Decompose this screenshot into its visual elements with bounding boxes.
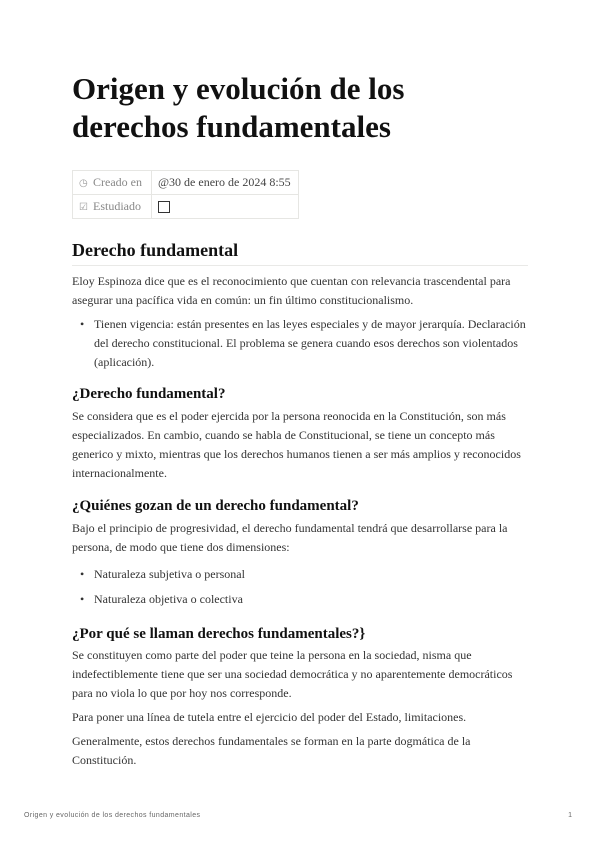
property-key-created [73, 171, 152, 195]
clock-icon: ◷ [79, 178, 88, 189]
paragraph: Para poner una línea de tutela entre el ejercicio del poder del Estado, limitaciones. [72, 710, 467, 724]
list-item: • Naturaleza subjetiva o personal [72, 565, 528, 584]
heading-divider [72, 265, 528, 266]
list-item: • Naturaleza objetiva o colectiva [72, 590, 528, 609]
section-heading-por-que-se-llaman: ¿Por qué se llaman derechos fundamentales?} [72, 626, 366, 642]
property-row-created [73, 171, 299, 195]
checkbox-property-icon: ☑ [79, 202, 88, 213]
studied-value [152, 195, 299, 219]
property-key-studied [73, 195, 152, 219]
bullet-list [72, 565, 528, 609]
property-row-studied [73, 195, 299, 219]
studied-label: Estudiado [93, 199, 141, 213]
created-value[interactable]: @30 de enero de 2024 8:55 [152, 171, 299, 195]
properties-table [72, 170, 299, 219]
paragraph: Se constituyen como parte del poder que teine la persona en la sociedad, nisma que indefectiblemente tiene que ser una sociedad democrática y no aparentemente democráticos para no viola lo que por hoy nos corresponde. [72, 648, 513, 700]
section-heading-derecho-fundamental: Derecho fundamental [72, 240, 239, 260]
created-label: Creado en [93, 175, 142, 189]
paragraph: Eloy Espinoza dice que es el reconocimiento que cuentan con relevancia trascendental para asegurar una pacífica vida en común: un fin último constitucionalismo. [72, 274, 511, 307]
studied-checkbox[interactable] [158, 201, 170, 213]
section-heading-derecho-fundamental-question: ¿Derecho fundamental? [72, 386, 226, 402]
paragraph: Generalmente, estos derechos fundamentales se forman en la parte dogmática de la Constitución. [72, 734, 471, 767]
footer-document-title: Origen y evolución de los derechos fundamentales [24, 812, 201, 819]
paragraph: Se considera que es el poder ejercida por la persona reonocida en la Constitución, son más especializados. En cambio, cuando se habla de Constitucional, se tiene un concepto más generico y mixto, mientras que los derechos humanos tienen a ser más amplios y reconocidos internacionalmente. [72, 409, 521, 480]
paragraph: Bajo el principio de progresividad, el derecho fundamental tendrá que desarrollarse para la persona, de modo que tiene dos dimensiones: [72, 521, 508, 554]
list-item: • Tienen vigencia: están presentes en las leyes especiales y de mayor jerarquía. Declaración del derecho constitucional. El problema se genera cuando esos derechos son violentados (aplicación). [72, 315, 528, 372]
page-title: Origen y evolución de los derechos fundamentales [72, 71, 405, 144]
section-heading-quienes-gozan: ¿Quiénes gozan de un derecho fundamental? [72, 498, 359, 514]
bullet-list [72, 315, 528, 372]
footer-page-number: 1 [568, 812, 572, 819]
